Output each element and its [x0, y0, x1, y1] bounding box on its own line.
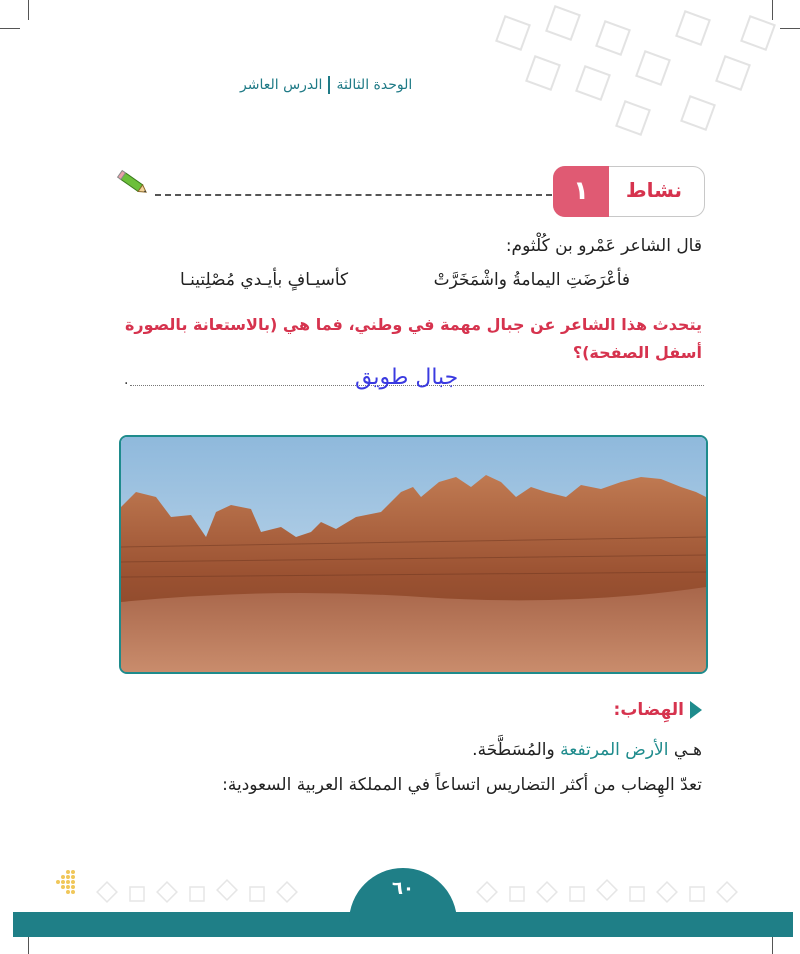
page-number: ٦٠: [392, 878, 414, 899]
activity-dashed-line: [155, 194, 552, 196]
crop-mark: [28, 934, 29, 954]
crop-mark: [0, 28, 20, 29]
crop-mark: [28, 0, 29, 20]
header-divider: [328, 76, 330, 94]
lesson-label: الدرس العاشر: [240, 77, 323, 93]
section-description: تعدّ الهِضاب من أكثر التضاريس اتساعاً في المملكة العربية السعودية:: [222, 775, 702, 795]
pencil-icon: [116, 168, 150, 198]
verse-first-half: فأعْرَضَتِ اليمامةُ واشْمَخَرَّتْ: [433, 270, 630, 290]
unit-label: الوحدة الثالثة: [336, 77, 413, 93]
activity-question: يتحدث هذا الشاعر عن جبال مهمة في وطني، فما هي (بالاستعانة بالصورة أسفل الصفحة)؟: [124, 315, 702, 362]
crop-mark: [772, 934, 773, 954]
decorative-pattern: [470, 0, 800, 150]
answer-end-dot: .: [124, 372, 129, 388]
chevron-icon: [690, 701, 702, 719]
mountain-photo: [119, 435, 708, 674]
handwritten-answer[interactable]: جبال طويق: [355, 365, 459, 390]
ministry-logo-icon: [48, 860, 82, 900]
activity-label: نشاط: [625, 178, 682, 202]
definition-suffix: والمُسَطَّحَة.: [472, 740, 561, 760]
definition: [472, 740, 702, 760]
section-heading: [614, 700, 702, 720]
poem-intro: قال الشاعر عَمْرو بن كُلْثوم:: [505, 236, 702, 256]
section-heading-text: الهِضاب:: [613, 700, 684, 720]
definition-prefix: هـي: [668, 740, 702, 760]
definition-highlight: الأرض المرتفعة: [560, 740, 669, 760]
activity-number: ١: [553, 166, 609, 217]
verse-second-half: كأسيـافٍ بأيـدي مُصْلِتينـا: [180, 270, 349, 290]
